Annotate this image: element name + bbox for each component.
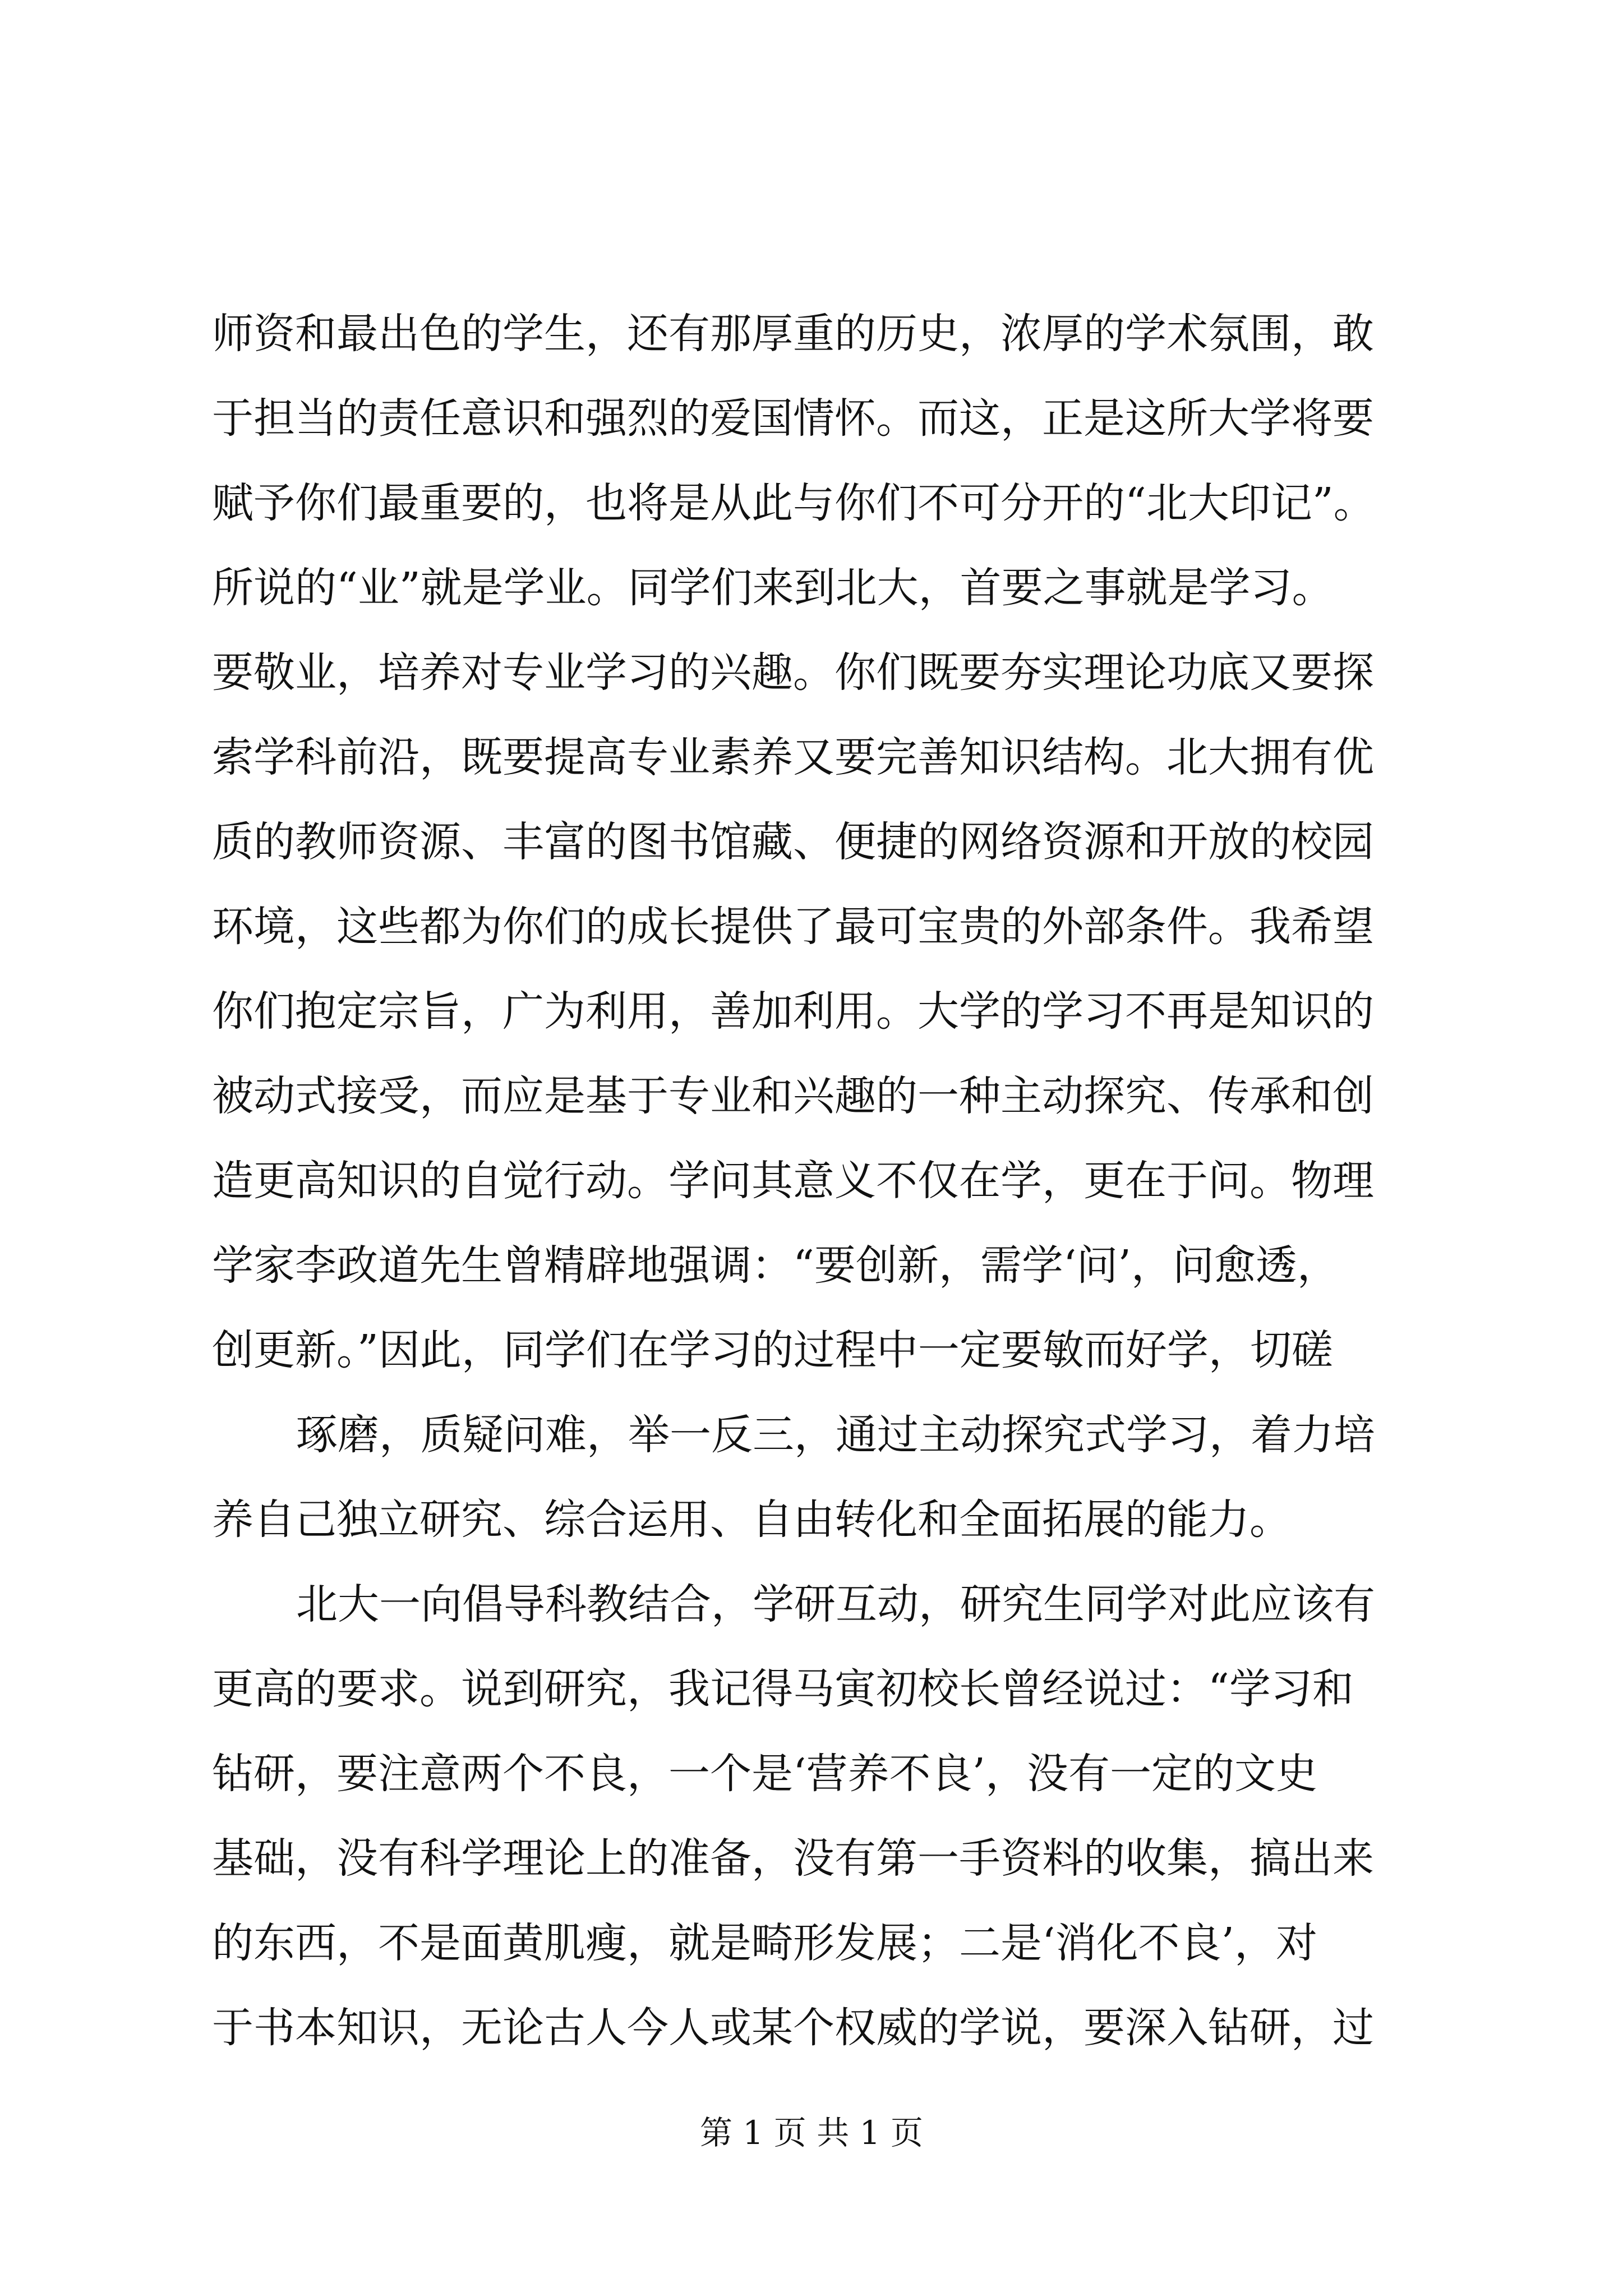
page-number-indicator: 第 1 页 共 1 页 <box>700 2114 923 2152</box>
text-line: 钻研，要注意两个不良，一个是‘营养不良’，没有一定的文史 <box>212 1750 1318 1798</box>
text-line: 北大一向倡导科教结合，学研互动，研究生同学对此应该有 <box>296 1580 1375 1628</box>
page-footer <box>0 2106 1623 2154</box>
text-line: 于书本知识，无论古人今人或某个权威的学说，要深入钻研，过 <box>212 2004 1374 2052</box>
text-line: 质的教师资源、丰富的图书馆藏、便捷的网络资源和开放的校园 <box>212 818 1374 866</box>
text-line: 要敬业，培养对专业学习的兴趣。你们既要夯实理论功底又要探 <box>212 648 1374 697</box>
text-line: 你们抱定宗旨，广为利用，善加利用。大学的学习不再是知识的 <box>212 987 1374 1036</box>
text-line: 基础，没有科学理论上的准备，没有第一手资料的收集，搞出来 <box>212 1834 1374 1883</box>
text-line: 更高的要求。说到研究，我记得马寅初校长曾经说过：“学习和 <box>212 1665 1354 1713</box>
text-line: 于担当的责任意识和强烈的爱国情怀。而这，正是这所大学将要 <box>212 394 1374 443</box>
text-line: 造更高知识的自觉行动。学问其意义不仅在学，更在于问。物理 <box>212 1157 1374 1205</box>
text-line: 环境，这些都为你们的成长提供了最可宝贵的外部条件。我希望 <box>212 903 1374 951</box>
text-line: 琢磨，质疑问难，举一反三，通过主动探究式学习，着力培 <box>296 1411 1375 1459</box>
text-line: 被动式接受，而应是基于专业和兴趣的一种主动探究、传承和创 <box>212 1072 1374 1120</box>
text-line: 创更新。”因此，同学们在学习的过程中一定要敏而好学，切磋 <box>212 1326 1333 1374</box>
text-line: 的东西，不是面黄肌瘦，就是畸形发展；二是‘消化不良’，对 <box>212 1919 1318 1967</box>
text-line: 所说的“业”就是学业。同学们来到北大，首要之事就是学习。 <box>212 564 1334 612</box>
text-line: 养自己独立研究、综合运用、自由转化和全面拓展的能力。 <box>212 1496 1291 1544</box>
text-line: 师资和最出色的学生，还有那厚重的历史，浓厚的学术氛围，敢 <box>212 310 1374 358</box>
body-text <box>212 292 1418 2070</box>
text-line: 索学科前沿，既要提高专业素养又要完善知识结构。北大拥有优 <box>212 733 1374 781</box>
text-line: 赋予你们最重要的，也将是从此与你们不可分开的“北大印记”。 <box>212 479 1375 527</box>
text-line: 学家李政道先生曾精辟地强调：“要创新，需学‘问’，问愈透， <box>212 1241 1339 1290</box>
